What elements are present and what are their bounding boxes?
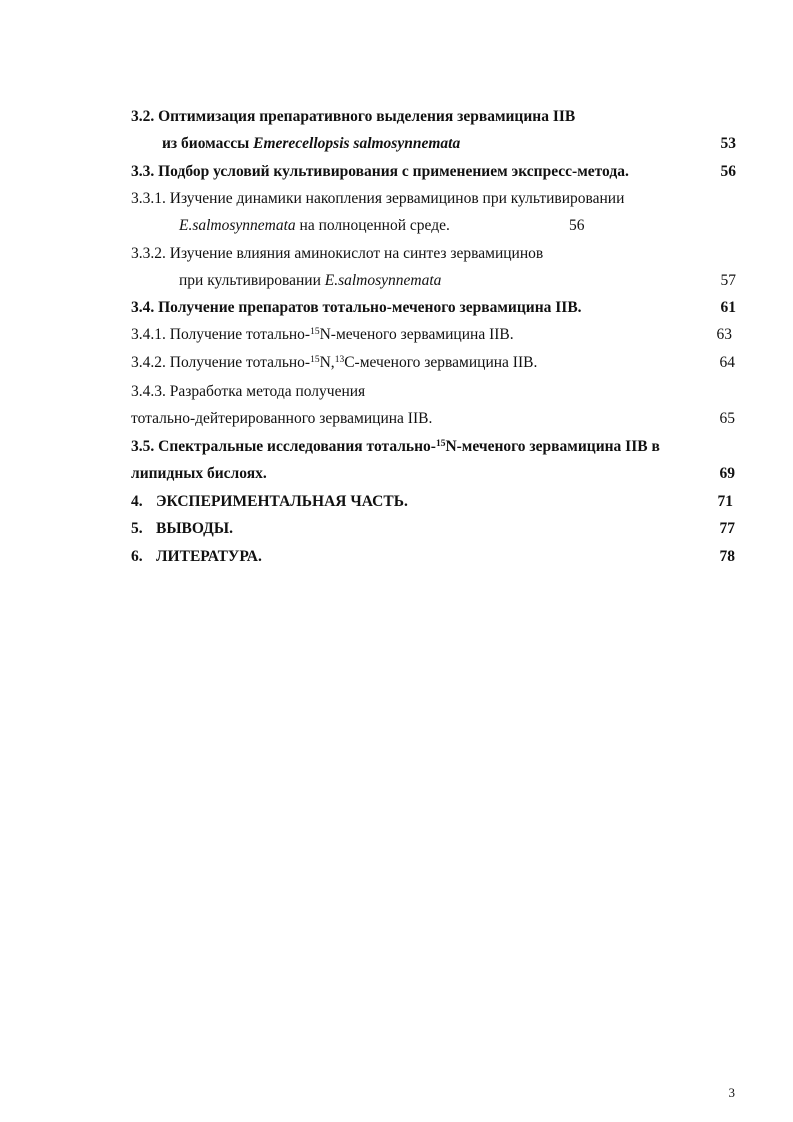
toc-entry-3-3-1-title-cont [179, 218, 450, 234]
toc-entry-6-number: 6. [131, 548, 143, 565]
toc-entry-4-page: 71 [717, 493, 733, 510]
toc-entry-3-3-1-title: 3.3.1. Изучение динамики накопления зервамицинов при культивировании [131, 190, 625, 207]
page-number: 3 [728, 1085, 735, 1100]
species-name: Emerecellopsis salmosynnemata [253, 135, 461, 152]
text: на полноценной среде. [295, 217, 450, 234]
text: N-меченого зервамицина IIВ. [319, 326, 514, 343]
text: 3.4.2. Получение тотально- [131, 354, 311, 371]
isotope-superscript: 13 [334, 354, 345, 365]
text: N-меченого зервамицина IIВ в [445, 438, 660, 455]
toc-entry-3-3-title: 3.3. Подбор условий культивирования с применением экспресс-метода. [131, 163, 629, 180]
toc-entry-4-title: ЭКСПЕРИМЕНТАЛЬНАЯ ЧАСТЬ. [156, 493, 408, 510]
text: С-меченого зервамицина IIВ. [344, 354, 538, 371]
toc-entry-3-4-3-title-cont: тотально-дейтерированного зервамицина IIВ. [131, 410, 433, 427]
toc-entry-3-3-1-page: 56 [569, 217, 585, 234]
text: из биомассы [162, 135, 254, 152]
toc-entry-3-2-title: 3.2. Оптимизация препаративного выделения зервамицина IIВ [131, 108, 576, 125]
toc-entry-3-4-2-title [131, 355, 537, 371]
toc-entry-5-title: ВЫВОДЫ. [156, 520, 233, 537]
isotope-superscript: 15 [310, 326, 320, 337]
isotope-superscript: 15 [310, 354, 320, 365]
isotope-superscript: 15 [435, 438, 446, 449]
toc-entry-3-3-2-page: 57 [720, 272, 736, 289]
toc-entry-3-2-page: 53 [720, 135, 736, 152]
toc-entry-3-2-title-cont [162, 136, 460, 152]
toc-entry-4-number: 4. [131, 493, 143, 510]
text: 3.5. Спектральные исследования тотально- [131, 438, 436, 455]
toc-entry-3-4-3-page: 65 [719, 410, 735, 427]
toc-entry-6-title: ЛИТЕРАТУРА. [156, 548, 262, 565]
toc-entry-3-4-2-page: 64 [719, 354, 735, 371]
species-name: E.salmosynnemata [324, 272, 442, 289]
toc-entry-5-page: 77 [719, 520, 735, 537]
toc-entry-3-5-page: 69 [719, 465, 735, 482]
toc-entry-3-3-2-title: 3.3.2. Изучение влияния аминокислот на синтез зервамицинов [131, 245, 544, 262]
toc-entry-3-4-page: 61 [720, 299, 736, 316]
text: N, [319, 354, 335, 371]
toc-entry-3-3-2-title-cont [179, 273, 441, 289]
toc-entry-3-4-3-title: 3.4.3. Разработка метода получения [131, 383, 366, 400]
toc-entry-3-3-page: 56 [720, 163, 736, 180]
toc-entry-3-5-title-cont: липидных бислоях. [131, 465, 267, 482]
toc-entry-3-4-1-page: 63 [716, 326, 732, 343]
toc-entry-3-4-1-title [131, 327, 514, 343]
toc-entry-5-number: 5. [131, 520, 143, 537]
toc-entry-3-4-title: 3.4. Получение препаратов тотально-меченого зервамицина IIВ. [131, 299, 582, 316]
toc-entry-6-page: 78 [719, 548, 735, 565]
text: при культивировании [179, 272, 325, 289]
toc-entry-3-5-title [131, 439, 660, 455]
text: 3.4.1. Получение тотально- [131, 326, 311, 343]
species-name: E.salmosynnemata [179, 217, 296, 234]
